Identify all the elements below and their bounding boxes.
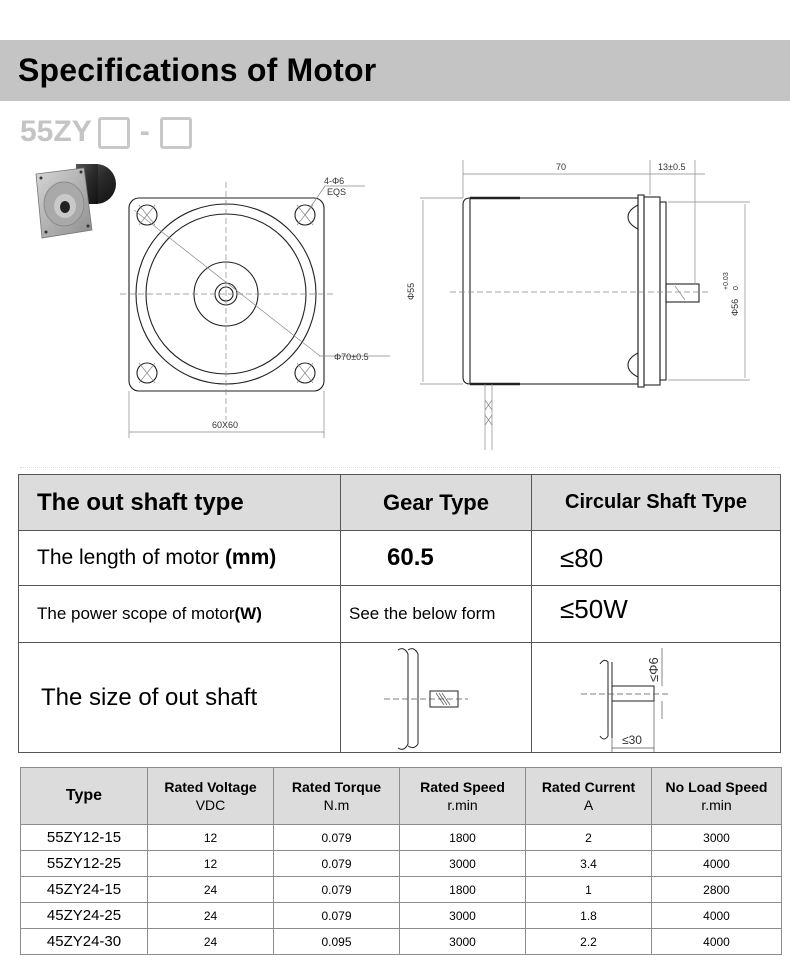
- header-no-load-speed: No Load Speed r.min: [652, 768, 782, 825]
- header-type: Type: [21, 768, 148, 825]
- circular-shaft-dia-label: ≤Φ6: [646, 656, 661, 682]
- header-rated-voltage: Rated Voltage VDC: [148, 768, 274, 825]
- cell-torque: 0.079: [274, 825, 400, 851]
- cell-torque: 0.079: [274, 903, 400, 929]
- cell-torque: 0.079: [274, 877, 400, 903]
- cell-voltage: 12: [148, 851, 274, 877]
- model-prefix: 55ZY: [20, 115, 92, 148]
- cell-speed: 3000: [400, 903, 526, 929]
- circular-power-value: ≤50W: [532, 586, 781, 643]
- flange-label: 60X60: [212, 420, 239, 430]
- circular-shaft-len-label: ≤30: [622, 732, 642, 747]
- cell-no-load-speed: 2800: [652, 877, 782, 903]
- pilot-tol-lower: 0: [733, 286, 740, 290]
- cell-current: 2: [526, 825, 652, 851]
- length-label: 70: [556, 162, 567, 172]
- pcd-label: Φ70±0.5: [334, 352, 369, 362]
- cell-torque: 0.095: [274, 929, 400, 955]
- cell-voltage: 24: [148, 929, 274, 955]
- cell-voltage: 24: [148, 903, 274, 929]
- cell-current: 1.8: [526, 903, 652, 929]
- cell-speed: 1800: [400, 825, 526, 851]
- cell-no-load-speed: 3000: [652, 825, 782, 851]
- cell-speed: 1800: [400, 877, 526, 903]
- table-row: [21, 825, 782, 851]
- table-row: [19, 586, 781, 643]
- gear-shaft-diagram: [376, 644, 496, 752]
- pilot-tol-upper: +0.03: [723, 272, 730, 290]
- cell-type: 55ZY12-25: [21, 851, 148, 877]
- hole-sub-label: EQS: [327, 187, 347, 197]
- header-rated-torque: Rated Torque N.m: [274, 768, 400, 825]
- header-gear-type: Gear Type: [341, 475, 532, 531]
- shaft-length-label: 13±0.5: [658, 162, 686, 172]
- cell-speed: 3000: [400, 929, 526, 955]
- row-label: The size of out shaft: [19, 643, 341, 753]
- cell-speed: 3000: [400, 851, 526, 877]
- model-code: [20, 112, 192, 152]
- row-label: The power scope of motor(W): [19, 586, 341, 643]
- cell-type: 45ZY24-30: [21, 929, 148, 955]
- cell-voltage: 12: [148, 825, 274, 851]
- motor-photo: [32, 160, 120, 242]
- table-row: [19, 531, 781, 586]
- hole-label: 4-Φ6: [324, 176, 345, 186]
- cell-voltage: 24: [148, 877, 274, 903]
- table-row: [21, 903, 782, 929]
- spec-table: [20, 767, 782, 955]
- cell-no-load-speed: 4000: [652, 903, 782, 929]
- table-row: [21, 851, 782, 877]
- cell-current: 2.2: [526, 929, 652, 955]
- table-header-row: [19, 475, 781, 531]
- pilot-dia-label: Φ56: [730, 298, 740, 316]
- cell-no-load-speed: 4000: [652, 929, 782, 955]
- header-shaft-type: The out shaft type: [19, 475, 341, 531]
- gear-power-value: See the below form: [341, 586, 532, 643]
- header-rated-speed: Rated Speed r.min: [400, 768, 526, 825]
- front-view-drawing: [120, 160, 400, 450]
- table-row: [19, 643, 781, 753]
- body-dia-label: Φ55: [406, 282, 416, 300]
- page-title: Specifications of Motor: [18, 52, 377, 88]
- circular-shaft-diagram: [576, 644, 736, 752]
- side-view-drawing: [390, 150, 780, 460]
- cell-type: 55ZY12-15: [21, 825, 148, 851]
- cell-no-load-speed: 4000: [652, 851, 782, 877]
- table-row: [21, 929, 782, 955]
- title-bar: [0, 40, 790, 101]
- cell-type: 45ZY24-25: [21, 903, 148, 929]
- model-placeholder-box-1: [98, 117, 130, 149]
- cell-type: 45ZY24-15: [21, 877, 148, 903]
- spec-header-row: [21, 768, 782, 825]
- cell-current: 1: [526, 877, 652, 903]
- header-circular-shaft-type: Circular Shaft Type: [532, 475, 781, 531]
- circular-length-value: ≤80: [532, 531, 781, 586]
- model-placeholder-box-2: [160, 117, 192, 149]
- cell-torque: 0.079: [274, 851, 400, 877]
- circular-shaft-diagram-cell: [532, 643, 781, 753]
- gear-length-value: 60.5: [341, 531, 532, 586]
- cell-current: 3.4: [526, 851, 652, 877]
- model-separator: -: [139, 115, 150, 148]
- gear-shaft-diagram-cell: [341, 643, 532, 753]
- table-row: [21, 877, 782, 903]
- divider: [20, 467, 780, 468]
- header-rated-current: Rated Current A: [526, 768, 652, 825]
- shaft-type-table: [18, 474, 781, 753]
- row-label: The length of motor (mm): [19, 531, 341, 586]
